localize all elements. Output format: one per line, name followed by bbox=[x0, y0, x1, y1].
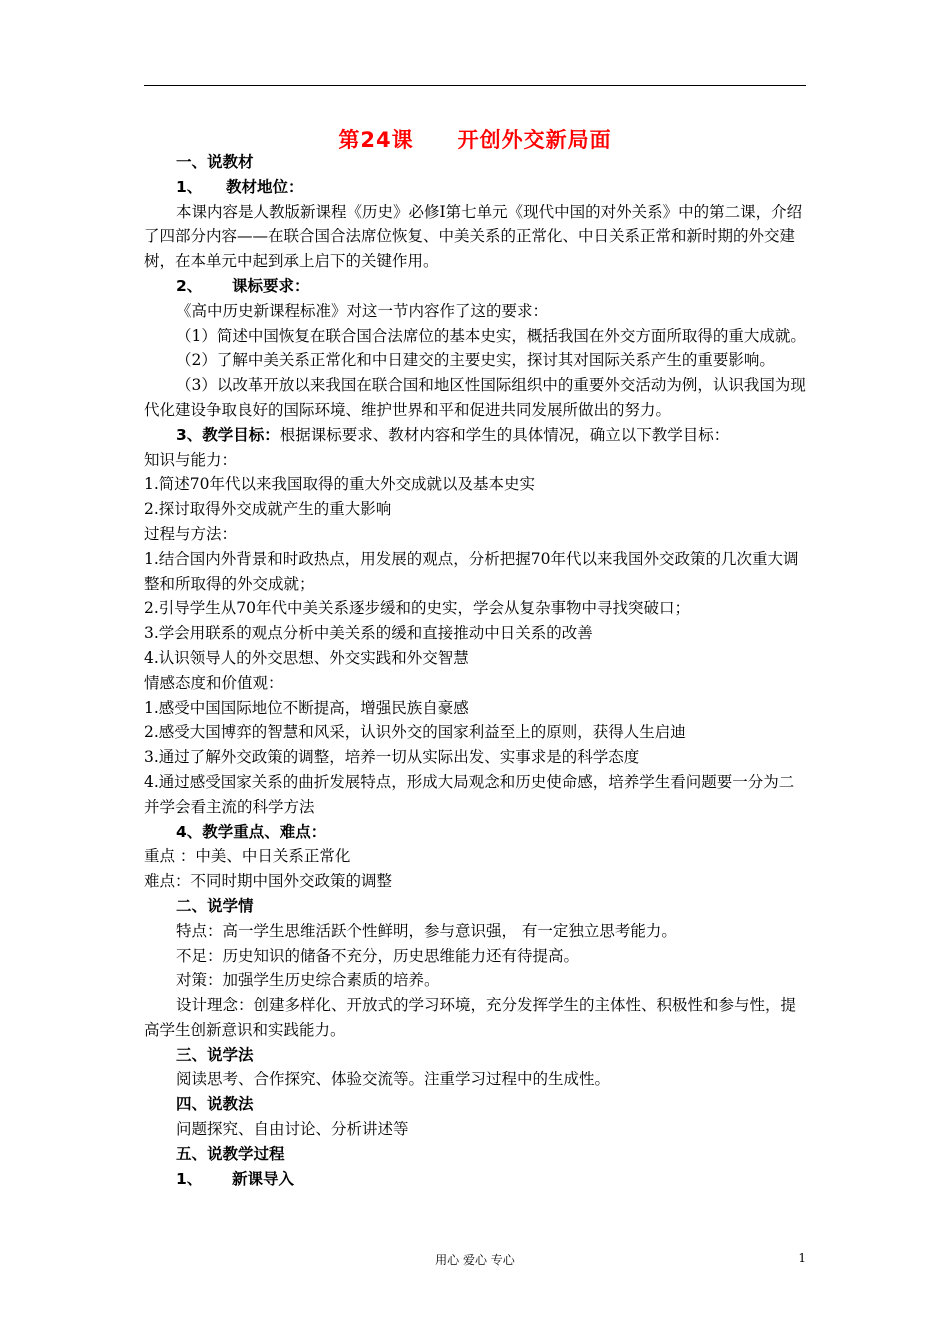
list-item: 2.感受大国博弈的智慧和风采，认识外交的国家利益至上的原则，获得人生启迪 bbox=[144, 723, 686, 742]
section-heading-5: 五、说教学过程 bbox=[176, 1144, 285, 1163]
key-point: 重点 ：中美、中日关系正常化 bbox=[144, 847, 351, 866]
list-item: 1.感受中国国际地位不断提高，增强民族自豪感 bbox=[144, 698, 469, 717]
student-traits: 特点：高一学生思维活跃个性鲜明，参与意识强， 有一定独立思考能力。 bbox=[176, 921, 677, 940]
teaching-method: 问题探究、自由讨论、分析讲述等 bbox=[176, 1120, 409, 1139]
goal-emotion-heading: 情感态度和价值观： bbox=[144, 673, 284, 692]
standard-item-2: （2）了解中美关系正常化和中日建交的主要史实，探讨其对国际关系产生的重要影响。 bbox=[176, 351, 775, 370]
list-item: 4.认识领导人的外交思想、外交实践和外交智慧 bbox=[144, 648, 469, 667]
standards-intro: 《高中历史新课程标准》对这一节内容作了这的要求： bbox=[176, 301, 549, 320]
lesson-name: 开创外交新局面 bbox=[457, 128, 612, 152]
list-item: 3.学会用联系的观点分析中美关系的缓和直接推动中日关系的改善 bbox=[144, 624, 593, 643]
subheading-standards: 2、 课标要求： bbox=[176, 276, 310, 295]
list-item: 3.通过了解外交政策的调整，培养一切从实际出发、实事求是的科学态度 bbox=[144, 748, 640, 767]
difficult-point: 难点：不同时期中国外交政策的调整 bbox=[144, 872, 393, 891]
header-rule bbox=[144, 85, 806, 86]
section-heading-4: 四、说教法 bbox=[176, 1095, 254, 1114]
list-item: 1.简述70年代以来我国取得的重大外交成就以及基本史实 bbox=[144, 475, 536, 494]
design-concept: 设计理念：创建多样化、开放式的学习环境，充分发挥学生的主体性、积极性和参与性，提高学生创新意识和实践能力。 bbox=[144, 996, 797, 1039]
student-weakness: 不足：历史知识的储备不充分，历史思维能力还有待提高。 bbox=[176, 946, 580, 965]
list-item: 1.结合国内外背景和时政热点，用发展的观点，分析把握70年代以来我国外交政策的几次重大调整和所取得的外交成就； bbox=[144, 549, 799, 593]
list-item: 2.引导学生从70年代中美关系逐步缓和的史实，学会从复杂事物中寻找突破口； bbox=[144, 599, 691, 618]
standard-item-1: （1）简述中国恢复在联合国合法席位的基本史实，概括我国在外交方面所取得的重大成就。 bbox=[176, 326, 806, 345]
paragraph-position: 本课内容是人教版新课程《历史》必修Ⅰ第七单元《现代中国的对外关系》中的第二课，介绍了四部分内容——在联合国合法席位恢复、中美关系的正常化、中日关系正常和新时期的外交建树，在本单元中起到承上启下的关键作用。 bbox=[144, 202, 803, 271]
goal-process-heading: 过程与方法： bbox=[144, 524, 238, 543]
learning-method: 阅读思考、合作探究、体验交流等。注重学习过程中的生成性。 bbox=[176, 1070, 611, 1089]
standard-item-3: （3）以改革开放以来我国在联合国和地区性国际组织中的重要外交活动为例，认识我国为现代化建设争取良好的国际环境、维护世界和平和促进共同发展所做出的努力。 bbox=[144, 376, 806, 419]
page-number: 1 bbox=[798, 1251, 806, 1265]
lesson-number: 第24课 bbox=[338, 128, 414, 152]
subheading-intro: 1、 新课导入 bbox=[176, 1169, 295, 1188]
footer-motto: 用心 爱心 专心 bbox=[435, 1253, 515, 1267]
subheading-goals: 3、教学目标：根据课标要求、教材内容和学生的具体情况，确立以下教学目标： bbox=[176, 425, 730, 444]
list-item: 2.探讨取得外交成就产生的重大影响 bbox=[144, 500, 392, 519]
subheading-position: 1、 教材地位： bbox=[176, 177, 304, 196]
list-item: 4.通过感受国家关系的曲折发展特点，形成大局观念和历史使命感，培养学生看问题要一分为二并学会看主流的科学方法 bbox=[144, 772, 795, 816]
section-heading-1: 一、说教材 bbox=[176, 153, 254, 171]
subheading-key-points: 4、教学重点、难点： bbox=[176, 822, 327, 841]
goal-knowledge-heading: 知识与能力： bbox=[144, 450, 238, 469]
student-strategy: 对策：加强学生历史综合素质的培养。 bbox=[176, 971, 440, 990]
document-body bbox=[144, 150, 808, 1191]
section-heading-3: 三、说学法 bbox=[176, 1045, 254, 1064]
section-heading-2: 二、说学情 bbox=[176, 896, 254, 915]
